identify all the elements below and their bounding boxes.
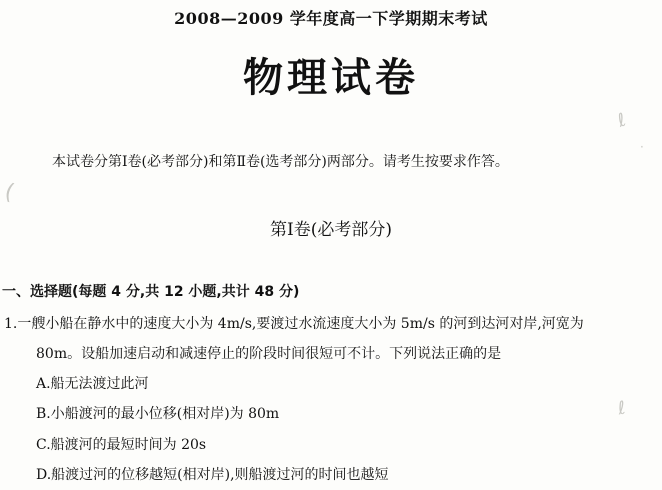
exam-header-line: 2008—2009 学年度高一下学期期末考试 [174, 9, 488, 28]
section1-heading: 一、选择题(每题 4 分,共 12 小题,共计 48 分) [2, 284, 300, 300]
scan-mark: ℓ [616, 397, 628, 420]
question1-option-a: A.船无法渡过此河 [36, 376, 149, 392]
part1-title: 第Ⅰ卷(必考部分) [270, 220, 392, 240]
question1-option-c: C.船渡河的最短时间为 20s [36, 437, 207, 453]
scan-mark: · [640, 140, 644, 154]
exam-title: 物理试卷 [243, 54, 419, 101]
intro-text: 本试卷分第Ⅰ卷(必考部分)和第Ⅱ卷(选考部分)两部分。请考生按要求作答。 [52, 154, 509, 170]
question1-stem-line2: 80m。设船加速启动和减速停止的阶段时间很短可不计。下列说法正确的是 [36, 346, 502, 362]
question1-option-b: B.小船渡河的最小位移(相对岸)为 80m [36, 406, 280, 422]
scan-mark: ( [1, 179, 17, 206]
question1-stem-line1: 1.一艘小船在静水中的速度大小为 4m/s,要渡过水流速度大小为 5m/s 的河到达河对岸,河宽为 [4, 316, 584, 332]
question1-option-d: D.船渡过河的位移越短(相对岸),则船渡过河的时间也越短 [36, 467, 389, 483]
scan-mark: ℓ [614, 109, 629, 132]
